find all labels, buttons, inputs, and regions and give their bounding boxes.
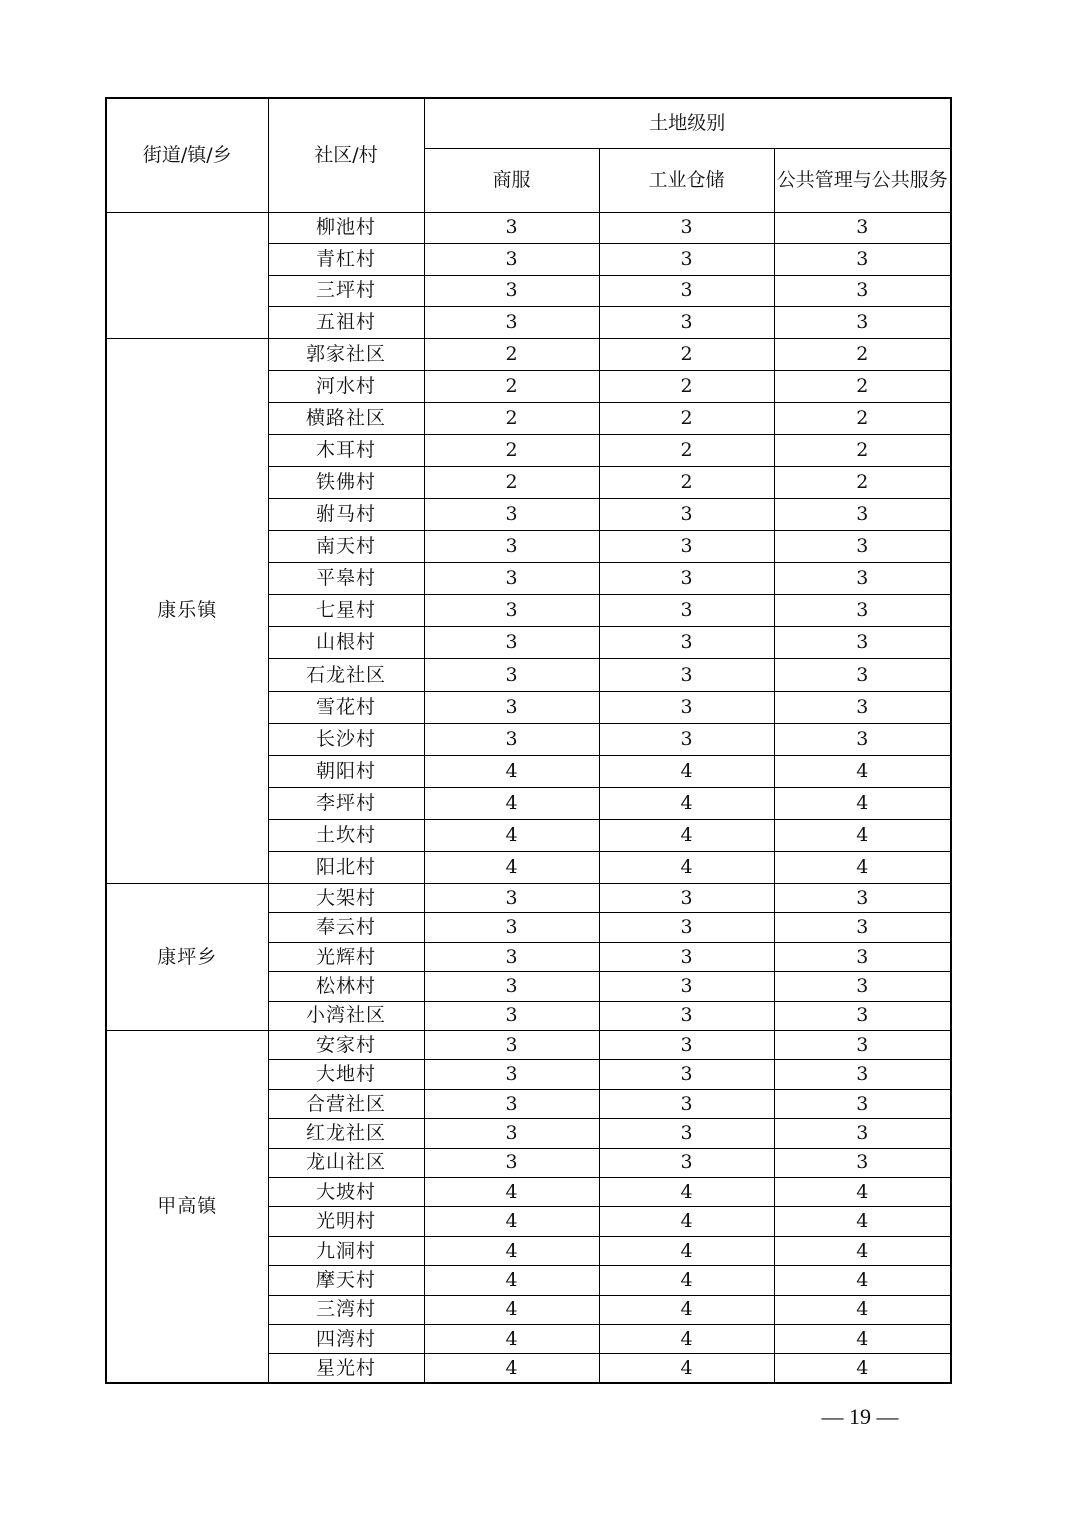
commercial-grade: 3	[424, 1060, 599, 1089]
village-name: 驸马村	[268, 498, 424, 530]
village-name: 平皋村	[268, 563, 424, 595]
village-name: 铁佛村	[268, 466, 424, 498]
industrial-grade: 3	[599, 1001, 774, 1030]
industrial-grade: 4	[599, 1324, 774, 1353]
public-service-grade: 3	[774, 307, 951, 339]
industrial-grade: 3	[599, 244, 774, 276]
village-name: 安家村	[268, 1031, 424, 1060]
industrial-grade: 3	[599, 1060, 774, 1089]
public-service-grade: 3	[774, 972, 951, 1001]
public-service-grade: 3	[774, 627, 951, 659]
industrial-grade: 2	[599, 434, 774, 466]
industrial-grade: 4	[599, 1236, 774, 1265]
commercial-grade: 3	[424, 723, 599, 755]
industrial-grade: 3	[599, 595, 774, 627]
industrial-grade: 4	[599, 1207, 774, 1236]
table-body	[106, 212, 951, 1383]
commercial-grade: 4	[424, 1207, 599, 1236]
commercial-grade: 3	[424, 691, 599, 723]
commercial-grade: 4	[424, 1178, 599, 1207]
village-name: 李坪村	[268, 787, 424, 819]
table-row	[106, 1031, 951, 1060]
commercial-grade: 3	[424, 1031, 599, 1060]
commercial-grade: 2	[424, 338, 599, 370]
public-service-grade: 4	[774, 1236, 951, 1265]
header-village: 社区/村	[268, 98, 424, 212]
public-service-grade: 4	[774, 1266, 951, 1295]
commercial-grade: 2	[424, 434, 599, 466]
village-name: 光明村	[268, 1207, 424, 1236]
industrial-grade: 4	[599, 787, 774, 819]
village-name: 横路社区	[268, 402, 424, 434]
public-service-grade: 4	[774, 852, 951, 884]
public-service-grade: 3	[774, 563, 951, 595]
public-service-grade: 3	[774, 212, 951, 244]
public-service-grade: 4	[774, 787, 951, 819]
public-service-grade: 3	[774, 244, 951, 276]
public-service-grade: 2	[774, 402, 951, 434]
commercial-grade: 3	[424, 913, 599, 942]
village-name: 长沙村	[268, 723, 424, 755]
commercial-grade: 4	[424, 852, 599, 884]
public-service-grade: 4	[774, 819, 951, 851]
village-name: 朝阳村	[268, 755, 424, 787]
public-service-grade: 3	[774, 723, 951, 755]
public-service-grade: 4	[774, 1295, 951, 1324]
village-name: 星光村	[268, 1354, 424, 1383]
industrial-grade: 3	[599, 531, 774, 563]
industrial-grade: 3	[599, 884, 774, 913]
commercial-grade: 3	[424, 595, 599, 627]
commercial-grade: 3	[424, 531, 599, 563]
table-row	[106, 338, 951, 370]
industrial-grade: 4	[599, 1178, 774, 1207]
public-service-grade: 3	[774, 1089, 951, 1118]
public-service-grade: 3	[774, 531, 951, 563]
public-service-grade: 3	[774, 595, 951, 627]
header-land-grade: 土地级别	[424, 98, 951, 148]
village-name: 大坡村	[268, 1178, 424, 1207]
commercial-grade: 3	[424, 1148, 599, 1177]
village-name: 河水村	[268, 370, 424, 402]
public-service-grade: 3	[774, 913, 951, 942]
village-name: 山根村	[268, 627, 424, 659]
public-service-grade: 3	[774, 1001, 951, 1030]
village-name: 四湾村	[268, 1324, 424, 1353]
public-service-grade: 3	[774, 1060, 951, 1089]
village-name: 三湾村	[268, 1295, 424, 1324]
commercial-grade: 3	[424, 275, 599, 307]
industrial-grade: 4	[599, 1354, 774, 1383]
industrial-grade: 3	[599, 1119, 774, 1148]
page-number: — 19 —	[821, 1404, 899, 1429]
commercial-grade: 3	[424, 659, 599, 691]
village-name: 青杠村	[268, 244, 424, 276]
public-service-grade: 3	[774, 884, 951, 913]
village-name: 郭家社区	[268, 338, 424, 370]
industrial-grade: 3	[599, 1089, 774, 1118]
industrial-grade: 2	[599, 370, 774, 402]
village-name: 阳北村	[268, 852, 424, 884]
commercial-grade: 4	[424, 1324, 599, 1353]
industrial-grade: 3	[599, 913, 774, 942]
industrial-grade: 3	[599, 1031, 774, 1060]
village-name: 松林村	[268, 972, 424, 1001]
industrial-grade: 3	[599, 942, 774, 971]
public-service-grade: 4	[774, 1207, 951, 1236]
industrial-grade: 3	[599, 307, 774, 339]
industrial-grade: 3	[599, 275, 774, 307]
industrial-grade: 3	[599, 691, 774, 723]
village-name: 石龙社区	[268, 659, 424, 691]
village-name: 九洞村	[268, 1236, 424, 1265]
village-name: 三坪村	[268, 275, 424, 307]
commercial-grade: 4	[424, 1266, 599, 1295]
land-grade-table	[105, 97, 952, 1384]
commercial-grade: 3	[424, 244, 599, 276]
industrial-grade: 2	[599, 466, 774, 498]
commercial-grade: 3	[424, 1089, 599, 1118]
industrial-grade: 3	[599, 1148, 774, 1177]
district-name	[106, 212, 268, 338]
industrial-grade: 3	[599, 563, 774, 595]
commercial-grade: 4	[424, 787, 599, 819]
public-service-grade: 3	[774, 942, 951, 971]
industrial-grade: 3	[599, 972, 774, 1001]
table-row	[106, 212, 951, 244]
header-public-service: 公共管理与公共服务	[774, 148, 951, 212]
public-service-grade: 4	[774, 1354, 951, 1383]
village-name: 五祖村	[268, 307, 424, 339]
commercial-grade: 3	[424, 884, 599, 913]
commercial-grade: 3	[424, 212, 599, 244]
commercial-grade: 4	[424, 819, 599, 851]
industrial-grade: 3	[599, 659, 774, 691]
village-name: 南天村	[268, 531, 424, 563]
public-service-grade: 2	[774, 466, 951, 498]
header-district: 街道/镇/乡	[106, 98, 268, 212]
public-service-grade: 2	[774, 370, 951, 402]
industrial-grade: 4	[599, 852, 774, 884]
village-name: 大架村	[268, 884, 424, 913]
commercial-grade: 3	[424, 942, 599, 971]
public-service-grade: 3	[774, 498, 951, 530]
public-service-grade: 4	[774, 1178, 951, 1207]
industrial-grade: 3	[599, 627, 774, 659]
village-name: 土坎村	[268, 819, 424, 851]
public-service-grade: 3	[774, 1031, 951, 1060]
district-name: 康乐镇	[106, 338, 268, 884]
village-name: 合营社区	[268, 1089, 424, 1118]
industrial-grade: 4	[599, 755, 774, 787]
commercial-grade: 2	[424, 466, 599, 498]
district-name: 甲高镇	[106, 1031, 268, 1384]
public-service-grade: 3	[774, 1148, 951, 1177]
industrial-grade: 4	[599, 1266, 774, 1295]
header-commercial: 商服	[424, 148, 599, 212]
village-name: 奉云村	[268, 913, 424, 942]
public-service-grade: 3	[774, 275, 951, 307]
table-row	[106, 884, 951, 913]
commercial-grade: 4	[424, 1236, 599, 1265]
land-grade-table-wrapper	[105, 97, 950, 1384]
industrial-grade: 4	[599, 819, 774, 851]
village-name: 木耳村	[268, 434, 424, 466]
public-service-grade: 2	[774, 434, 951, 466]
commercial-grade: 3	[424, 627, 599, 659]
industrial-grade: 3	[599, 498, 774, 530]
commercial-grade: 2	[424, 402, 599, 434]
commercial-grade: 4	[424, 755, 599, 787]
commercial-grade: 3	[424, 1001, 599, 1030]
village-name: 红龙社区	[268, 1119, 424, 1148]
village-name: 大地村	[268, 1060, 424, 1089]
public-service-grade: 3	[774, 1119, 951, 1148]
village-name: 小湾社区	[268, 1001, 424, 1030]
village-name: 龙山社区	[268, 1148, 424, 1177]
village-name: 摩天村	[268, 1266, 424, 1295]
public-service-grade: 4	[774, 1324, 951, 1353]
public-service-grade: 3	[774, 659, 951, 691]
village-name: 七星村	[268, 595, 424, 627]
industrial-grade: 3	[599, 212, 774, 244]
commercial-grade: 3	[424, 1119, 599, 1148]
table-header	[106, 98, 951, 212]
commercial-grade: 3	[424, 563, 599, 595]
industrial-grade: 2	[599, 402, 774, 434]
industrial-grade: 4	[599, 1295, 774, 1324]
commercial-grade: 3	[424, 972, 599, 1001]
commercial-grade: 3	[424, 307, 599, 339]
public-service-grade: 2	[774, 338, 951, 370]
public-service-grade: 3	[774, 691, 951, 723]
header-industrial: 工业仓储	[599, 148, 774, 212]
district-name: 康坪乡	[106, 884, 268, 1031]
commercial-grade: 4	[424, 1354, 599, 1383]
village-name: 光辉村	[268, 942, 424, 971]
commercial-grade: 3	[424, 498, 599, 530]
village-name: 雪花村	[268, 691, 424, 723]
commercial-grade: 4	[424, 1295, 599, 1324]
village-name: 柳池村	[268, 212, 424, 244]
industrial-grade: 2	[599, 338, 774, 370]
public-service-grade: 4	[774, 755, 951, 787]
commercial-grade: 2	[424, 370, 599, 402]
industrial-grade: 3	[599, 723, 774, 755]
